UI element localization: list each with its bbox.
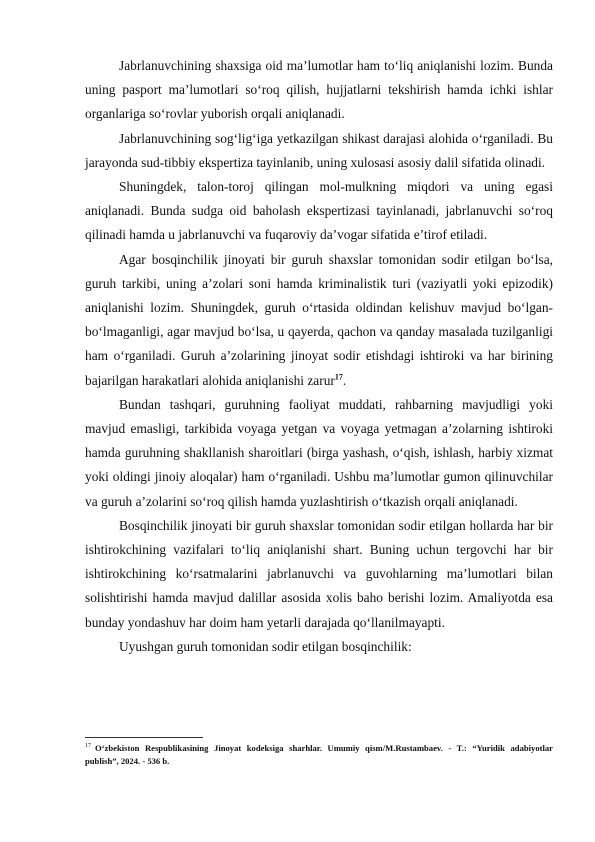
paragraph-4 [85,248,553,393]
paragraph-4-text: Agar bosqinchilik jinoyati bir guruh shaxslar tomonidan sodir etilgan bo‘lsa, guruh tarkibi, uning a’zolari soni hamda kriminalistik turi (vaziyatli yoki epizodik) aniqlanishi lozim. Shuningdek, guruh o‘rtasida oldindan kelishuv mavjud bo‘lgan-bo‘lmaganligi, agar mavjud bo‘lsa, u qayerda, qachon va qanday masalada tuzilganligi ham o‘rganiladi. Guruh a’zolarining jinoyat sodir etishdagi ishtiroki va har birining bajarilgan harakatlari alohida aniqlanishi zarur [85,251,553,388]
paragraph-5: Bundan tashqari, guruhning faoliyat muddati, rahbarning mavjudligi yoki mavjud emasligi, tarkibida voyaga yetgan va voyaga yetmagan a’zolarning ishtiroki hamda guruhning shakllanish sharoitlari (birga yashash, o‘qish, ishlash, harbiy xizmat yoki oldingi jinoiy aloqalar) ham o‘rganiladi. Ushbu ma’lumotlar gumon qilinuvchilar va guruh a’zolarini so‘roq qilish hamda yuzlashtirish o‘tkazish orqali aniqlanadi. [85,396,553,509]
footnote-number: 17 [85,743,91,750]
paragraph-4-end: . [342,372,347,388]
paragraph-6: Bosqinchilik jinoyati bir guruh shaxslar tomonidan sodir etilgan hollarda har bir ishtirokchining vazifalari to‘liq aniqlanishi shart. Buning uchun tergovchi har bir ishtirokchining ko‘rsatmalarini jabrlanuvchi va guvohlarning ma’lumotlari bilan solishtirishi hamda mavjud dalillar asosida xolis baho berishi lozim. Amaliyotda esa bunday yondashuv har doim ham yetarli darajada qo‘llanilmayapti. [85,517,553,630]
footnote-divider [85,737,203,738]
paragraph-2: Jabrlanuvchining sog‘lig‘iga yetkazilgan shikast darajasi alohida o‘rganiladi. Bu jarayonda sud-tibbiy ekspertiza tayinlanib, uning xulosasi asosiy dalil sifatida olinadi. [85,130,553,170]
paragraph-1: Jabrlanuvchining shaxsiga oid ma’lumotlar ham to‘liq aniqlanishi lozim. Bunda uning pasport ma’lumotlari so‘roq qilish, hujjatlarni tekshirish hamda ichki ishlar organlariga so‘rovlar yuborish orqali aniqlanadi. [85,58,553,122]
paragraph-3: Shuningdek, talon-toroj qilingan mol-mulkning miqdori va uning egasi aniqlanadi. Bunda sudga oid baholash ekspertizasi tayinlanadi, jabrlanuvchi so‘roq qilinadi hamda u jabrlanuvchi va fuqaroviy da’vogar sifatida e’tirof etiladi. [85,179,553,243]
body-text [85,54,553,659]
footnote [85,742,553,768]
footnote-reference[interactable]: 17 [334,372,343,382]
paragraph-7: Uyushgan guruh tomonidan sodir etilgan bosqinchilik: [119,638,412,654]
footnote-text: O‘zbekiston Respublikasining Jinoyat kodeksiga sharhlar. Umumiy qism/M.Rustambaev. - T.: “Yuridik adabiyotlar publish”, 2024. - 536 b. [85,743,553,766]
